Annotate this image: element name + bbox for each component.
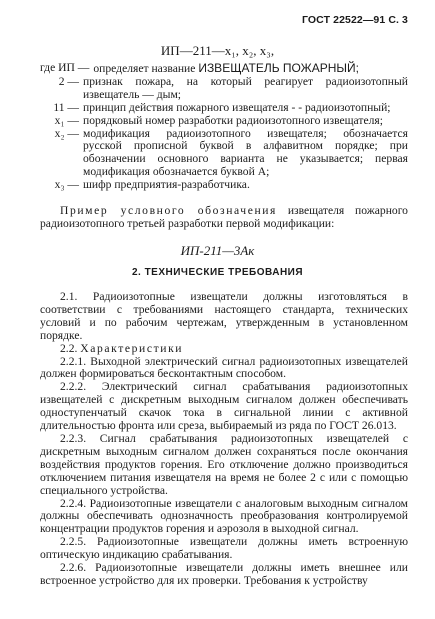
definition-item <box>40 62 408 76</box>
clause-2-1: 2.1. Радиоизотопные извещатели должны изготовляться в соответствии с требованиями настоящего стандарта, технических условий и по рабочим чертежам, утвержденным в установленном порядке. <box>40 290 408 342</box>
definition-text: порядковый номер разработки радиоизотопного извещателя; <box>83 113 383 127</box>
clause-2-2-1: 2.2.1. Выходной электрический сигнал радиоизотопных извещателей должен формироваться бесконтактным способом. <box>40 354 408 381</box>
definition-key: 11 — <box>53 100 79 114</box>
definition-text: принцип действия пожарного извещателя - - радиоизотопный; <box>83 100 391 114</box>
clause-2-2-5: 2.2.5. Радиоизотопные извещатели должны иметь встроенную оптическую индикацию срабатывания. <box>40 535 408 562</box>
definition-text: определяет название ИЗВЕЩАТЕЛЬ ПОЖАРНЫЙ; <box>93 61 359 75</box>
section-title: 2. ТЕХНИЧЕСКИЕ ТРЕБОВАНИЯ <box>131 267 304 278</box>
example-code: ИП-211—3Ак <box>180 243 255 258</box>
definition-item <box>40 179 408 192</box>
definitions-list <box>40 62 408 192</box>
definition-text: признак пожара, на который реагирует радиоизотопный извещатель — дым; <box>83 74 408 101</box>
clause-2-2-4: 2.2.4. Радиоизотопные извещатели с аналоговым выходным сигналом должны обеспечивать однозначность преобразования контролируемой концентрации продуктов горения и аэрозоля в выходной сигнал. <box>40 496 408 536</box>
definition-key: 2 — <box>58 74 79 88</box>
definition-key: x₂ — <box>54 126 79 140</box>
definition-key: x₁ — <box>54 113 79 127</box>
definition-item <box>40 102 408 115</box>
characteristics-label: Характеристики <box>80 341 184 355</box>
example-label: Пример условного обозначения <box>60 204 277 217</box>
clause-2-2: 2.2. Характеристики <box>60 341 184 355</box>
clause-2-2-2: 2.2.2. Электрический сигнал срабатывания радиоизотопных извещателей с дискретным выходным сигналом должен обеспечивать одноступенчатый скачок тока в сигнальной линии с активной длительностью фронта или среза, выбираемый из ряда по ГОСТ 26.013. <box>40 380 408 433</box>
definition-key: где ИП — <box>40 61 90 74</box>
definition-text: модификация радиоизотопного извещателя; обозначается русской прописной буквой в алфавитном порядке; при обозначении основного варианта не указывается; первая модификация обозначается буквой А; <box>83 126 408 179</box>
definition-item <box>40 76 408 102</box>
definition-text: шифр предприятия-разработчика. <box>83 178 250 192</box>
designation-formula: ИП—211—x₁, x₂, x₃, <box>160 43 275 58</box>
example-text: извещателя пожарного радиоизотопного третьей разработки первой модификации: <box>40 204 408 230</box>
page-header: ГОСТ 22522—91 С. 3 <box>302 14 408 26</box>
definition-item <box>40 128 408 180</box>
definition-item <box>40 115 408 128</box>
definition-key: x₃ — <box>54 178 79 192</box>
clause-2-2-3: 2.2.3. Сигнал срабатывания радиоизотопных извещателей с дискретным выходным сигналом должен сохраняться после окончания воздействия продуктов горения. Его отключение должно производиться отключением питания извещателя на время не более 2 с или с помощью специального устройства. <box>40 431 408 497</box>
clauses-body <box>40 291 408 588</box>
clause-2-2-6: 2.2.6. Радиоизотопные извещатели должны иметь внешнее или встроенное устройство для их проверки. Требования к устройству <box>40 561 408 587</box>
device-name: ИЗВЕЩАТЕЛЬ ПОЖАРНЫЙ; <box>198 61 359 75</box>
example-paragraph <box>40 205 408 231</box>
